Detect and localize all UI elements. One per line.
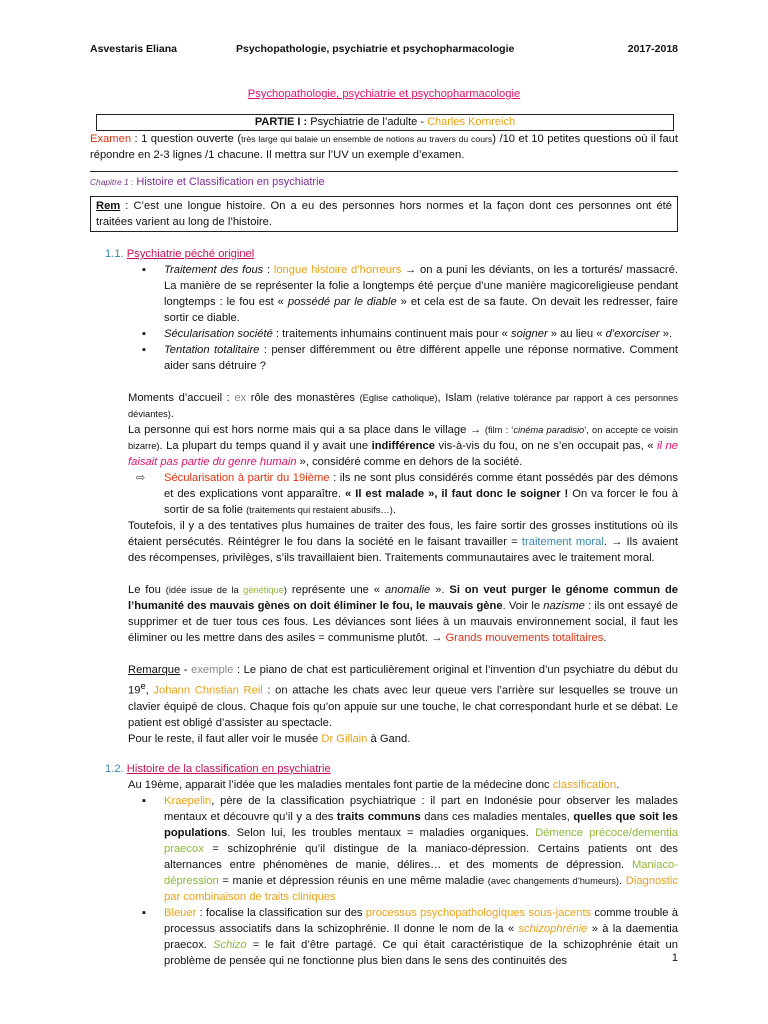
page-header bbox=[90, 43, 678, 59]
list-item: ▪ Kraepelin, père de la classification psychiatrique : il part en Indonésie pour observer les malades mentaux et découvre qu’il y a des traits communs dans ces maladies mentales, quelles que soit les populations. Selon lui, les troubles mentaux = maladies organiques. Démence précoce/dementia praecox = schizophrénie qu’il distingue de la maniaco-dépression. Certains patients ont des alternances entre phénomènes de manie, délires… et des moments de dépression. Maniaco-dépression = manie et dépression réunis en une même maladie (avec changements d’humeurs). Diagnostic par combinaison de traits cliniques bbox=[142, 794, 679, 903]
personne-paragraph: La personne qui est hors norme mais qui a sa place dans le village → (film : ‘cinéma paradisio’, on accepte ce voisin bizarre). La plupart du temps quand il y avait une indifférence vis-à-vis du fou, on ne s’en occupait pas, « il ne faisait pas partie du genre humain », considéré comme en dehors de la société. bbox=[128, 424, 678, 468]
remarque-paragraph: Remarque - exemple : Le piano de chat est particulièrement original et l’invention d’un psychiatre du début du 19e, Johann Christian Reil : on attache les chats avec leur queue vers l’arrière sur lesquelles se trouve un clavier équipé de clous. Chaque fois qu’on appuie sur une touche, le chat correspondant hurle et se débat. Le patient est obligé d’assister au spectacle. bbox=[128, 664, 679, 729]
musee-line: Pour le reste, il faut aller voir le musée Dr Gillain à Gand. bbox=[128, 732, 411, 745]
chapter-heading: Chapitre 1 : Histoire et Classification en psychiatrie bbox=[90, 176, 325, 188]
header-author: Asvestaris Eliana bbox=[90, 43, 177, 55]
divider bbox=[90, 171, 678, 172]
header-course: Psychopathologie, psychiatrie et psychopharmacologie bbox=[236, 43, 515, 55]
list-item: ▪ Sécularisation société : traitements inhumains continuent mais pour « soigner » au lieu « d’exorciser ». bbox=[142, 328, 673, 340]
document-body bbox=[90, 86, 678, 969]
toutefois-paragraph: Toutefois, il y a des tentatives plus humaines de traiter des fous, les faire sortir des grosses institutions où ils étaient persécutés. Réintégrer le fou dans la société en le faisant travailler = traitement moral. → Ils avaient des récompenses, privilèges, s’ils travaillaient bien. Traitements communautaires avec le traitement moral. bbox=[128, 520, 678, 564]
section2-list bbox=[90, 793, 678, 969]
secularisation-item: ⇨ Sécularisation à partir du 19ième : ils ne sont plus considérés comme étant possédés par des démons et des explications vont apparaître. « Il est malade », il faut donc le soigner ! On va forcer le fou à sortir de sa folie (traitements qui restaient abusifs…). bbox=[136, 472, 679, 516]
examen-paragraph: Examen : 1 question ouverte (très large qui balaie un ensemble de notions au travers du cours) /10 et 10 petites questions où il faut répondre en 2-3 lignes /1 chacune. Il mettra sur l’UV un exemple d’examen. bbox=[90, 133, 678, 161]
partie-prof: Charles Kornreich bbox=[427, 116, 516, 128]
list-item: ▪ Bleuer : focalise la classification sur des processus psychopathologiques sous-jacents comme trouble à processus associatifs dans la schizophrénie. Il donne le nom de la « schizophrénie » à la daementia praecox. Schizo = le fait d’être partagé. Ce qui était caractéristique de la schizophrénie était un problème de pensée qui ne fonctionne plus bien dans le sens des continuités des bbox=[142, 906, 678, 967]
classification-intro: Au 19ème, apparait l’idée que les maladies mentales font partie de la médecine donc classification. bbox=[128, 778, 620, 791]
rem-box: Rem : C’est une longue histoire. On a eu des personnes hors normes et la façon dont ces personnes ont été traitées varient au long de l’histoire. bbox=[90, 196, 678, 232]
partie-label: PARTIE I : bbox=[254, 116, 308, 128]
list-item: ▪ Traitement des fous : longue histoire d’horreurs → on a puni les déviants, on les a torturés/ massacré. La manière de se représenter la folie a longtemps été perçue d’une manière magicoreligieuse pendant longtemps : le fou est « possédé par le diable » et cela est de sa faute. On devait les redresser, faire sortir ce diable. bbox=[142, 264, 678, 324]
header-year: 2017-2018 bbox=[627, 43, 678, 55]
partie-title: Psychiatrie de l’adulte - bbox=[310, 116, 425, 128]
arrow-icon: ⇨ bbox=[136, 472, 146, 484]
moments-paragraph: Moments d’accueil : ex rôle des monastères (Eglise catholique), Islam (relative tolérance par rapport à ces personnes déviantes). bbox=[128, 392, 678, 420]
partie-box bbox=[96, 114, 674, 131]
section-heading-2: 1.2. Histoire de la classification en psychiatrie bbox=[105, 762, 331, 775]
section-heading-1: 1.1. Psychiatrie péché originel bbox=[105, 248, 255, 260]
page-number: 1 bbox=[671, 952, 678, 964]
section1-list bbox=[90, 262, 678, 374]
list-item: ▪ Tentation totalitaire : penser différemment ou être différent appelle une réponse normative. Comment aider sans détruire ? bbox=[142, 344, 678, 372]
document-title: Psychopathologie, psychiatrie et psychopharmacologie bbox=[247, 88, 521, 100]
fou-paragraph: Le fou (idée issue de la génétique) représente une « anomalie ». Si on veut purger le génome commun de l’humanité des mauvais gènes on doit éliminer le fou, le mauvais gène. Voir le nazisme : ils ont essayé de supprimer et de tuer tous ces fous. Les déviances sont liées à un mauvais environnement social, il faut les éliminer ou les mettre dans des asiles = communisme plutôt. → Grands mouvements totalitaires. bbox=[128, 584, 679, 644]
